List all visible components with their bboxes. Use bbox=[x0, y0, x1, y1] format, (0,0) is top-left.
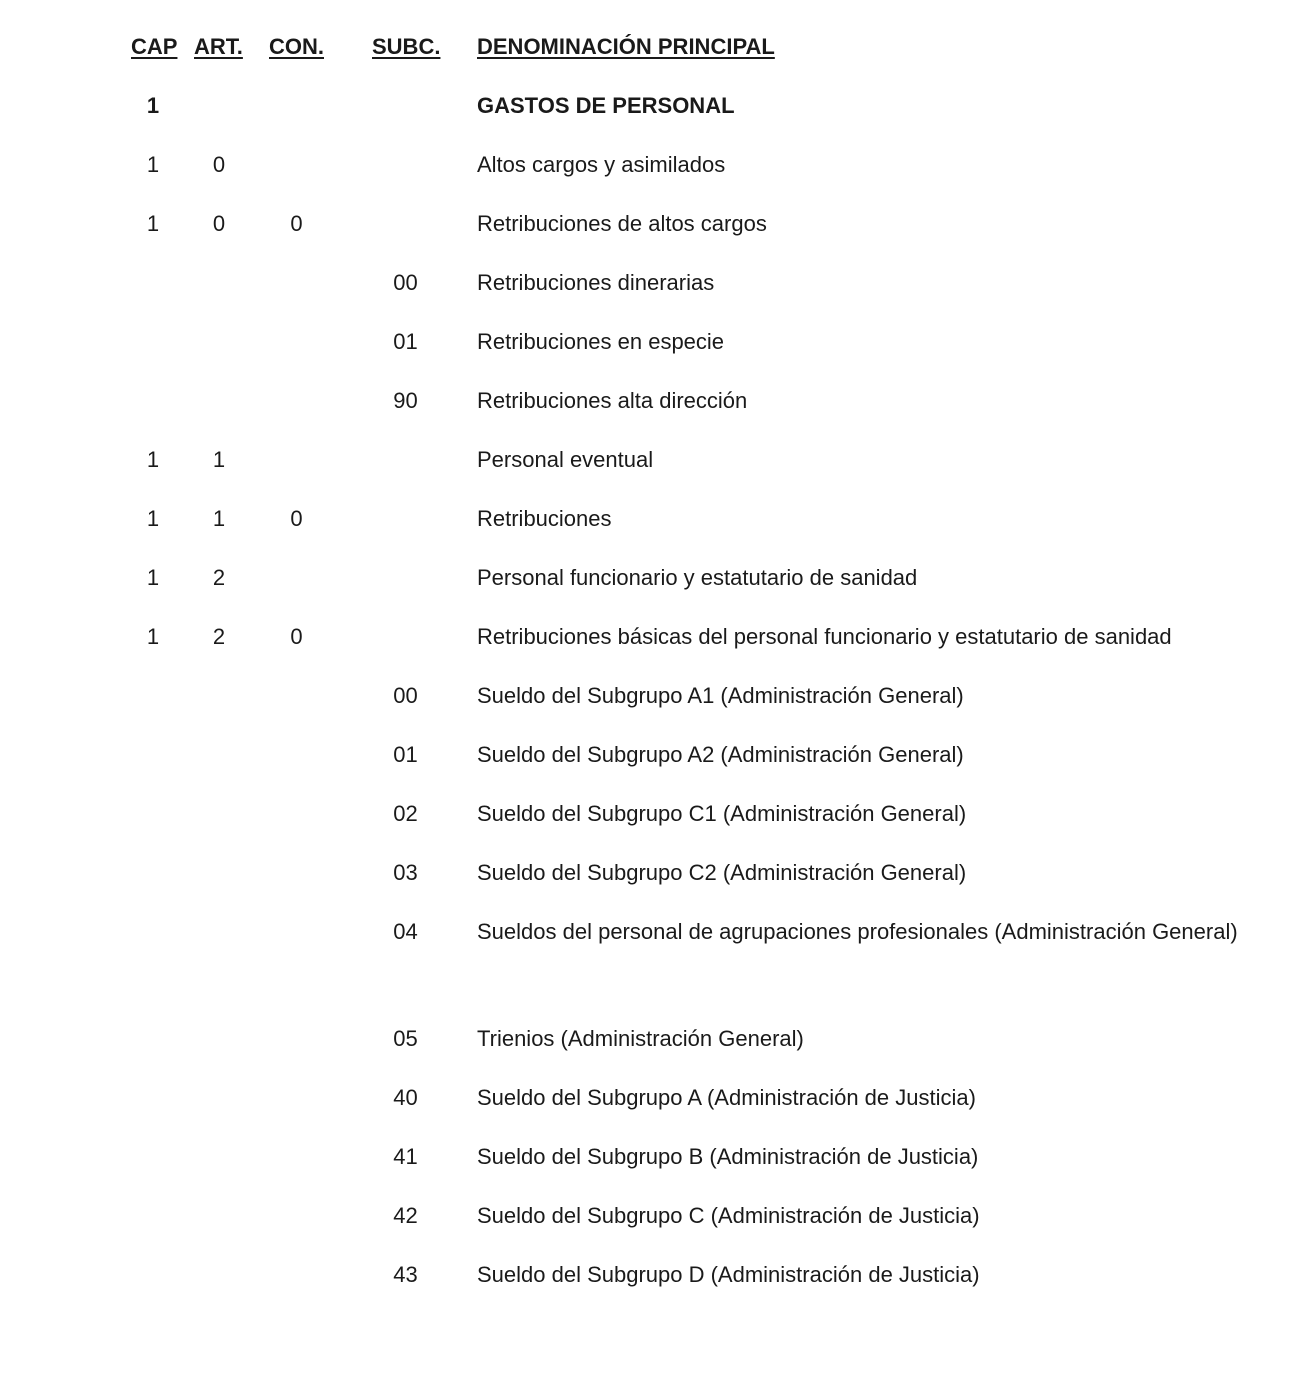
table-row bbox=[0, 1024, 1294, 1054]
cell-denominacion: Sueldo del Subgrupo A1 (Administración General) bbox=[477, 683, 964, 708]
cell-con: 0 bbox=[290, 506, 303, 531]
table-row bbox=[0, 1260, 1294, 1290]
cell-art: 1 bbox=[212, 506, 226, 531]
cell-denominacion: Personal eventual bbox=[477, 447, 654, 472]
cell-denominacion: Retribuciones en especie bbox=[477, 329, 725, 354]
cell-subc: 01 bbox=[393, 329, 418, 354]
cell-denominacion: Sueldo del Subgrupo D (Administración de Justicia) bbox=[477, 1262, 980, 1287]
cell-subc: 40 bbox=[393, 1085, 418, 1110]
table-row bbox=[0, 799, 1294, 829]
cell-cap: 1 bbox=[146, 506, 160, 531]
cell-subc: 01 bbox=[393, 742, 418, 767]
cell-cap: 1 bbox=[146, 152, 160, 177]
cell-denominacion: Sueldo del Subgrupo C (Administración de Justicia) bbox=[477, 1203, 980, 1228]
cell-cap: 1 bbox=[146, 624, 160, 649]
cell-denominacion: Retribuciones de altos cargos bbox=[477, 211, 767, 236]
table-row bbox=[0, 209, 1294, 239]
cell-cap: 1 bbox=[146, 447, 160, 472]
header-cap: CAP bbox=[131, 34, 178, 59]
table-row bbox=[0, 1142, 1294, 1172]
table-row bbox=[0, 681, 1294, 711]
table-row bbox=[0, 1201, 1294, 1231]
cell-subc: 03 bbox=[393, 860, 418, 885]
cell-cap: 1 bbox=[146, 93, 160, 118]
cell-subc: 41 bbox=[393, 1144, 418, 1169]
cell-subc: 90 bbox=[393, 388, 418, 413]
table-row bbox=[0, 858, 1294, 888]
cell-art: 2 bbox=[212, 624, 226, 649]
cell-denominacion: Personal funcionario y estatutario de sanidad bbox=[477, 565, 918, 590]
table-header bbox=[0, 32, 1294, 62]
cell-cap: 1 bbox=[146, 211, 160, 236]
cell-con: 0 bbox=[290, 211, 303, 236]
cell-denominacion: Sueldos del personal de agrupaciones profesionales (Administración General) bbox=[477, 919, 1238, 944]
table-row bbox=[0, 268, 1294, 298]
cell-subc: 05 bbox=[393, 1026, 418, 1051]
cell-subc: 42 bbox=[393, 1203, 418, 1228]
table-row bbox=[0, 327, 1294, 357]
table-row bbox=[0, 445, 1294, 475]
cell-art: 1 bbox=[212, 447, 226, 472]
table-row bbox=[0, 622, 1294, 652]
header-denominacion: DENOMINACIÓN PRINCIPAL bbox=[477, 34, 775, 59]
cell-denominacion: Sueldo del Subgrupo C2 (Administración General) bbox=[477, 860, 967, 885]
header-subc: SUBC. bbox=[372, 34, 441, 59]
table-row bbox=[0, 740, 1294, 770]
cell-subc: 43 bbox=[393, 1262, 418, 1287]
header-con: CON. bbox=[269, 34, 324, 59]
cell-denominacion: Sueldo del Subgrupo B (Administración de Justicia) bbox=[477, 1144, 979, 1169]
cell-denominacion: Retribuciones bbox=[477, 506, 612, 531]
cell-denominacion: Retribuciones básicas del personal funcionario y estatutario de sanidad bbox=[477, 624, 1172, 649]
header-art: ART. bbox=[194, 34, 243, 59]
table-row bbox=[0, 917, 1294, 997]
cell-denominacion: Sueldo del Subgrupo A2 (Administración General) bbox=[477, 742, 964, 767]
cell-denominacion: Altos cargos y asimilados bbox=[477, 152, 726, 177]
cell-subc: 00 bbox=[393, 683, 418, 708]
cell-denominacion: Sueldo del Subgrupo A (Administración de Justicia) bbox=[477, 1085, 976, 1110]
cell-art: 0 bbox=[212, 152, 226, 177]
cell-con: 0 bbox=[290, 624, 303, 649]
table-row bbox=[0, 563, 1294, 593]
cell-denominacion: Retribuciones alta dirección bbox=[477, 388, 748, 413]
table-row bbox=[0, 150, 1294, 180]
cell-denominacion: Sueldo del Subgrupo C1 (Administración General) bbox=[477, 801, 967, 826]
cell-subc: 02 bbox=[393, 801, 418, 826]
cell-denominacion: GASTOS DE PERSONAL bbox=[477, 93, 735, 118]
table-row bbox=[0, 1083, 1294, 1113]
table-row bbox=[0, 91, 1294, 121]
cell-art: 2 bbox=[212, 565, 226, 590]
cell-denominacion: Retribuciones dinerarias bbox=[477, 270, 715, 295]
table-row bbox=[0, 386, 1294, 416]
cell-cap: 1 bbox=[146, 565, 160, 590]
cell-denominacion: Trienios (Administración General) bbox=[477, 1026, 804, 1051]
cell-art: 0 bbox=[212, 211, 226, 236]
table-row bbox=[0, 504, 1294, 534]
cell-subc: 00 bbox=[393, 270, 418, 295]
cell-subc: 04 bbox=[393, 919, 418, 944]
